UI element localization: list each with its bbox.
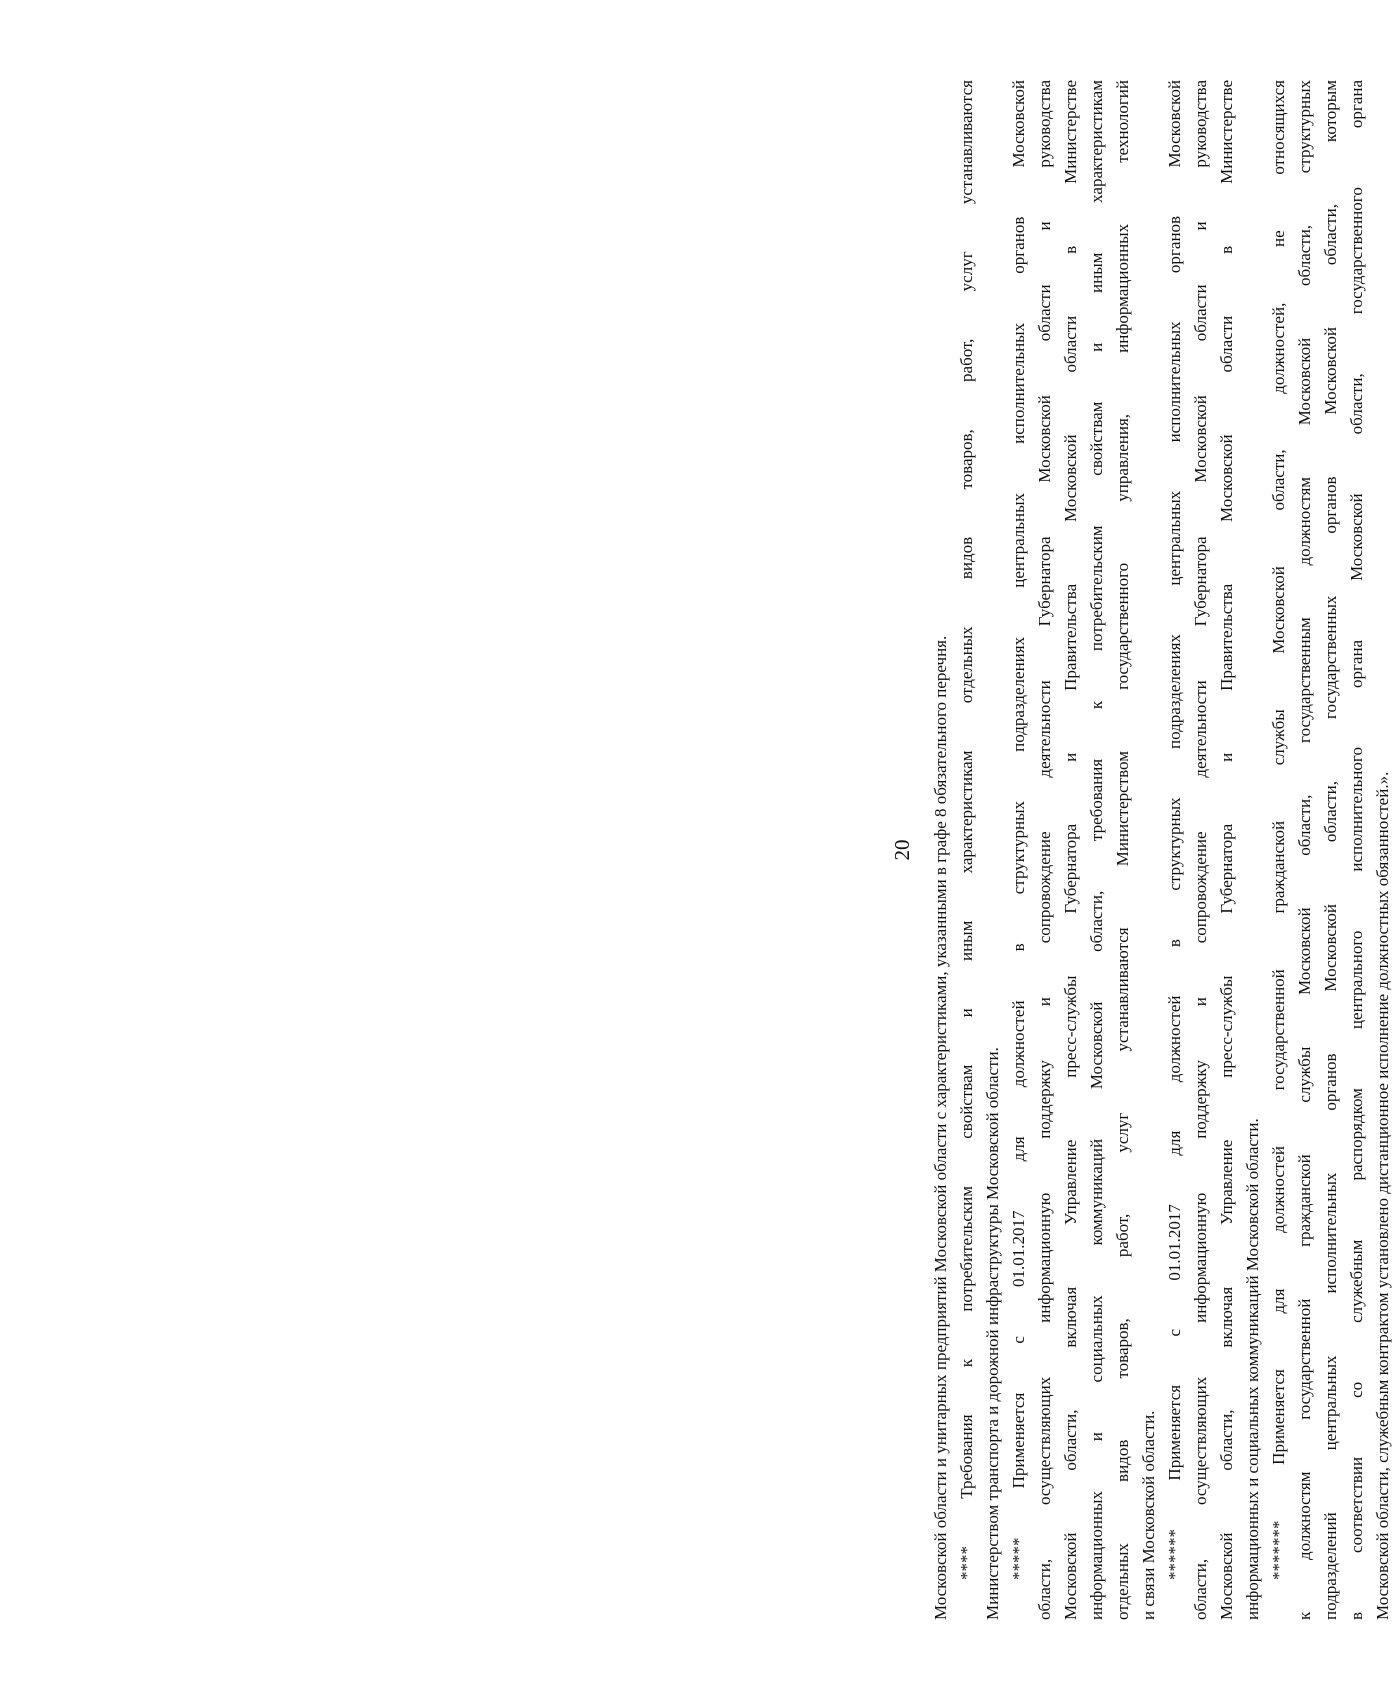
text-line: **** Требования к потребительским свойствам и иным характеристикам отдельных видов товаров, работ, услуг устанавливаются: [957, 80, 976, 1580]
text-line: Московской области и унитарных предприятий Московской области с характеристиками, указанными в графе 8 обязательного перечня.: [931, 635, 950, 1620]
text-line: ******* Применяется для должностей государственной гражданской службы Московской области, должностей, не относящихся: [1269, 80, 1288, 1580]
text-line: области, осуществляющих информационную поддержку и сопровождение деятельности Губернатора Московской области и руководства: [1035, 80, 1054, 1620]
rotated-page-content: [890, 80, 1390, 1620]
text-line: подразделений центральных исполнительных органов Московской области, государственных органов Московской области, которым: [1321, 80, 1340, 1620]
text-line: области, осуществляющих информационную поддержку и сопровождение деятельности Губернатора Московской области и руководства: [1191, 80, 1210, 1620]
footnotes-text: [928, 80, 1396, 1620]
text-line: ****** Применяется с 01.01.2017 для должностей в структурных подразделениях центральных исполнительных органов Московской: [1165, 80, 1184, 1580]
text-line: Московской области, включая Управление пресс-службы Губернатора и Правительства Московской области в Министерстве: [1217, 80, 1236, 1620]
text-line: в соответствии со служебным распорядком центрального исполнительного органа Московской области, государственного органа: [1347, 80, 1366, 1620]
text-line: ***** Применяется с 01.01.2017 для должностей в структурных подразделениях центральных исполнительных органов Московской: [1009, 80, 1028, 1580]
text-line: Московской области, служебным контрактом установлено дистанционное исполнение должностных обязанностей.».: [1373, 771, 1392, 1620]
text-line: Министерством транспорта и дорожной инфраструктуры Московской области.: [983, 1047, 1002, 1620]
page-number: 20: [890, 839, 914, 861]
text-line: информационных и социальных коммуникаций Московской области, требования к потребительским свойствам и иным характеристикам: [1087, 80, 1106, 1620]
text-line: информационных и социальных коммуникаций Московской области.: [1243, 1118, 1262, 1620]
text-line: отдельных видов товаров, работ, услуг устанавливаются Министерством государственного управления, информационных технологий: [1113, 80, 1132, 1620]
text-line: и связи Московской области.: [1139, 1410, 1158, 1620]
text-line: к должностям государственной гражданской службы Московской области, государственным должностям Московской области, структурных: [1295, 80, 1314, 1620]
text-line: Московской области, включая Управление пресс-службы Губернатора и Правительства Московской области в Министерстве: [1061, 80, 1080, 1620]
